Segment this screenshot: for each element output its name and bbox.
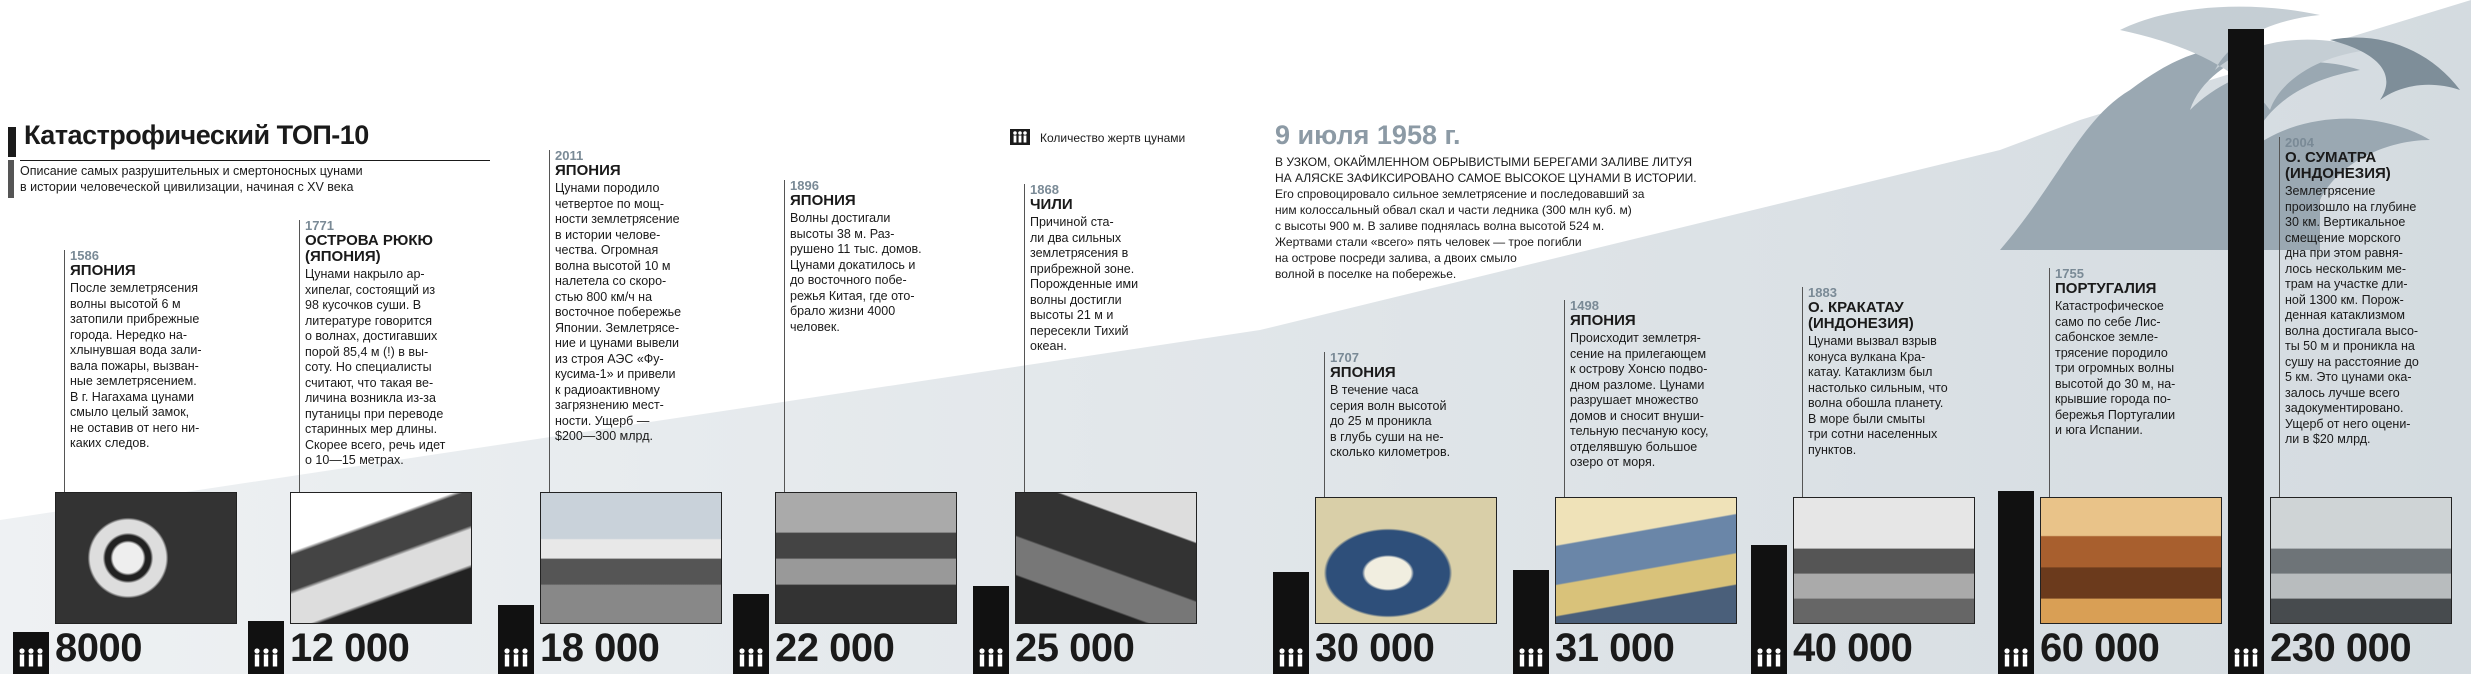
event-text-line: высоты 21 м и xyxy=(1030,308,1114,322)
people-legend-icon xyxy=(1010,129,1030,145)
event-illustration xyxy=(775,492,957,624)
event-text-line: $200—300 млрд. xyxy=(555,429,653,443)
event-text-line: Цунами накрыло ар- xyxy=(305,267,425,281)
event-description xyxy=(2285,135,2460,448)
event-text-line: Ущерб от него оцени- xyxy=(2285,416,2411,431)
legend-label: Количество жертв цунами xyxy=(1040,131,1186,145)
event-text-line: о волнах, достигавших xyxy=(305,329,438,343)
event-text-line: кусима-1» и привели xyxy=(555,367,676,381)
event-year: 1771 xyxy=(305,218,334,233)
event-text-line: само по себе Лис- xyxy=(2055,314,2161,329)
people-icon xyxy=(501,646,531,673)
event-text-line: В течение часа xyxy=(1330,383,1419,397)
event-text-line: хипелаг, состоящий из xyxy=(305,282,436,297)
deaths-count: 230 000 xyxy=(2270,626,2412,670)
event-text-line: к радиоактивному xyxy=(555,382,660,397)
event-text-line: брало жизни 4000 xyxy=(790,304,896,318)
event-text xyxy=(1570,331,1745,471)
event-text-line: денная катаклизмом xyxy=(2285,308,2405,322)
event-text-line: три сотни населенных xyxy=(1808,427,1938,441)
event-text-line: океан. xyxy=(1030,339,1067,353)
event-text-line: ности. Ущерб — xyxy=(555,413,650,428)
event-leader-line xyxy=(549,150,550,492)
event-description xyxy=(1330,350,1500,461)
event-illustration xyxy=(540,492,722,624)
event-leader-line xyxy=(1802,287,1803,497)
event-leader-line xyxy=(784,180,785,492)
event-text-line: трам на участке дли- xyxy=(2285,277,2408,291)
deaths-count: 12 000 xyxy=(290,626,410,670)
event-text-line: землетрясения в xyxy=(1030,246,1129,260)
event-text-line: дном разломе. Цунами xyxy=(1570,377,1705,392)
event-location: ЯПОНИЯ xyxy=(1330,364,1396,381)
event-text-line: в истории челове- xyxy=(555,227,661,242)
event-leader-line xyxy=(64,250,65,492)
event-text-line: считают, что такая ве- xyxy=(305,375,434,390)
event-text-line: катау. Катаклизм был xyxy=(1808,365,1933,379)
feature-line: В УЗКОМ, ОКАЙМЛЕННОМ ОБРЫВИСТЫМИ БЕРЕГАМИ ЗАЛИВЕ ЛИТУЯ xyxy=(1275,155,1693,169)
event-text-line: до 25 м проникла xyxy=(1330,414,1432,428)
event-illustration xyxy=(2040,497,2222,624)
event-leader-line xyxy=(2049,268,2050,497)
event-text-line: волна достигала высо- xyxy=(2285,323,2419,338)
event-text-line: личина возникла из-за xyxy=(305,391,436,405)
event-year: 1707 xyxy=(1330,350,1359,365)
event-illustration xyxy=(1015,492,1197,624)
event-text-line: высоты 38 м. Раз- xyxy=(790,226,895,241)
event-text-line: озеро от моря. xyxy=(1570,455,1656,469)
event-text-line: отделявшую большое xyxy=(1570,439,1698,454)
event-location: ПОРТУГАЛИЯ xyxy=(2055,280,2157,297)
event-location: ЯПОНИЯ xyxy=(790,192,856,209)
event-text-line: рушено 11 тыс. домов. xyxy=(790,242,922,256)
event-year: 2011 xyxy=(555,148,584,163)
event-text-line: лось нескольким ме- xyxy=(2285,261,2407,276)
event-location-country: (ИНДОНЕЗИЯ) xyxy=(2285,165,2391,182)
event-text-line: путаницы при переводе xyxy=(305,406,444,421)
event-description xyxy=(1570,298,1745,471)
event-year: 1498 xyxy=(1570,298,1599,313)
event-text-line: порой 85,4 м (!) в вы- xyxy=(305,344,429,359)
people-icon xyxy=(1276,646,1306,673)
event-text xyxy=(1330,383,1500,461)
event-text-line: восточное побережье xyxy=(555,305,682,319)
event-leader-line xyxy=(1024,184,1025,492)
event-text-line: трясение породило xyxy=(2055,345,2168,360)
subtitle-marker xyxy=(8,160,14,198)
event-text-line: Причиной ста- xyxy=(1030,215,1114,229)
event-text-line: сушу на расстояние до xyxy=(2285,354,2419,369)
event-text-line: к острову Хонсю подво- xyxy=(1570,362,1708,376)
event-text xyxy=(305,267,495,469)
event-text-line: Землетрясение xyxy=(2285,184,2376,198)
deaths-count: 30 000 xyxy=(1315,626,1435,670)
event-text-line: 98 кусочков суши. В xyxy=(305,298,422,312)
event-text-line: волна высотой 10 м xyxy=(555,258,671,273)
event-text-line: до восточного побе- xyxy=(790,273,907,287)
event-text-line: пересекли Тихий xyxy=(1030,323,1129,338)
event-text-line: произошло на глубине xyxy=(2285,199,2417,214)
event-text-line: человек. xyxy=(790,319,840,334)
event-text-line: волны высотой 6 м xyxy=(70,296,181,311)
event-text-line: чества. Огромная xyxy=(555,243,659,257)
event-text-line: Катастрофическое xyxy=(2055,299,2164,313)
subtitle-line-2: в истории человеческой цивилизации, начиная с XV века xyxy=(20,180,354,194)
event-text-line: Японии. Землетрясе- xyxy=(555,320,680,335)
event-description xyxy=(1030,182,1200,355)
event-text xyxy=(70,281,250,452)
feature-line: Его спровоцировало сильное землетрясение и последовавший за xyxy=(1275,187,1645,201)
event-illustration xyxy=(1793,497,1975,624)
event-text-line: смещение морского xyxy=(2285,230,2401,245)
event-text-line: в глубь суши на не- xyxy=(1330,429,1444,444)
event-text-line: ные землетрясением. xyxy=(70,374,197,388)
event-text-line: и юга Испании. xyxy=(2055,423,2143,437)
subtitle-line-1: Описание самых разрушительных и смертоносных цунами xyxy=(20,164,363,178)
event-text-line: крывшие города по- xyxy=(2055,392,2171,406)
feature-date: 9 июля 1958 г. xyxy=(1275,120,1461,150)
deaths-count: 60 000 xyxy=(2040,626,2160,670)
event-text-line: Цунами докатилось и xyxy=(790,257,916,272)
event-text-line: бережья Португалии xyxy=(2055,407,2176,422)
event-location: ЧИЛИ xyxy=(1030,196,1073,213)
event-text-line: волна обошла планету. xyxy=(1808,396,1944,410)
event-text-line: смыло целый замок, xyxy=(70,405,190,419)
feature-text xyxy=(1275,154,1735,282)
event-text-line: задокументировано. xyxy=(2285,401,2404,415)
event-illustration xyxy=(55,492,237,624)
event-location-country: (ЯПОНИЯ) xyxy=(305,248,381,265)
event-year: 2004 xyxy=(2285,135,2314,150)
event-location: ОСТРОВА РЮКЮ xyxy=(305,232,433,249)
event-text-line: Волны достигали xyxy=(790,211,891,225)
event-year: 1868 xyxy=(1030,182,1059,197)
people-icon xyxy=(1516,646,1546,673)
feature-line: Жертвами стали «всего» пять человек — трое погибли xyxy=(1275,235,1582,249)
event-text-line: вала пожары, вызван- xyxy=(70,358,199,373)
event-text-line: домов и сносит внуши- xyxy=(1570,408,1704,423)
feature-line: волной в поселке на побережье. xyxy=(1275,267,1457,281)
event-text-line: четвертое по мощ- xyxy=(555,196,665,211)
page-subtitle xyxy=(20,160,490,195)
event-text-line: залось лучше всего xyxy=(2285,385,2400,400)
event-text-line: сколько километров. xyxy=(1330,445,1451,459)
event-text xyxy=(2285,184,2460,448)
event-description xyxy=(1808,285,1983,458)
event-text-line: разрушает множество xyxy=(1570,393,1699,407)
event-text-line: три огромных волны xyxy=(2055,361,2175,375)
event-text-line: сение на прилегающем xyxy=(1570,346,1707,361)
people-icon xyxy=(976,646,1006,673)
event-location-country: (ИНДОНЕЗИЯ) xyxy=(1808,315,1914,332)
event-text-line: серия волн высотой xyxy=(1330,398,1447,413)
feature-line: с высоты 900 м. В заливе поднялась волна высотой 524 м. xyxy=(1275,219,1605,233)
event-location: ЯПОНИЯ xyxy=(1570,312,1636,329)
event-text-line: налетела со скоро- xyxy=(555,274,667,288)
event-text xyxy=(1808,334,1983,458)
page-title: Катастрофический ТОП-10 xyxy=(24,120,369,150)
event-text xyxy=(790,211,960,335)
people-icon xyxy=(16,646,46,673)
event-location: О. СУМАТРА xyxy=(2285,149,2377,166)
event-text-line: 5 км. Это цунами ока- xyxy=(2285,370,2412,384)
people-icon xyxy=(251,646,281,673)
event-description xyxy=(2055,266,2230,439)
event-description xyxy=(555,148,725,445)
event-text xyxy=(2055,299,2230,439)
event-illustration xyxy=(2270,497,2452,624)
event-description xyxy=(790,178,960,335)
event-description xyxy=(70,248,250,452)
event-text-line: литературе говорится xyxy=(305,313,433,328)
event-text-line: Цунами вызвал взрыв xyxy=(1808,334,1937,348)
event-text-line: ты 50 м и проникла на xyxy=(2285,339,2415,353)
event-illustration xyxy=(290,492,472,624)
event-text-line: ной 1300 км. Порож- xyxy=(2285,292,2404,307)
people-icon xyxy=(2001,646,2031,673)
event-text-line: прибрежной зоне. xyxy=(1030,261,1135,276)
feature-line: на острове посреди залива, а двоих смыло xyxy=(1275,251,1517,265)
event-text-line: города. Нередко на- xyxy=(70,327,188,342)
event-text-line: сабонское земле- xyxy=(2055,330,2158,344)
event-year: 1883 xyxy=(1808,285,1837,300)
event-text-line: каких следов. xyxy=(70,436,150,450)
event-description xyxy=(305,218,495,469)
deaths-count: 8000 xyxy=(55,626,142,670)
feature-lituya xyxy=(1275,120,1735,282)
deaths-count: 31 000 xyxy=(1555,626,1675,670)
event-text-line: настолько сильным, что xyxy=(1808,380,1948,395)
event-text-line: 30 км. Вертикальное xyxy=(2285,215,2406,229)
event-leader-line xyxy=(299,220,300,492)
event-text-line: Порожденные ими xyxy=(1030,277,1139,291)
event-leader-line xyxy=(1324,352,1325,497)
event-location: О. КРАКАТАУ xyxy=(1808,299,1904,316)
event-text-line: старинных мер длины. xyxy=(305,422,438,436)
event-text-line: Скорее всего, речь идет xyxy=(305,437,446,452)
event-text-line: из строя АЭС «Фу- xyxy=(555,351,664,366)
event-text-line: В море были смыты xyxy=(1808,411,1926,426)
feature-line: НА АЛЯСКЕ ЗАФИКСИРОВАНО САМОЕ ВЫСОКОЕ ЦУНАМИ В ИСТОРИИ. xyxy=(1275,171,1697,185)
event-illustration xyxy=(1315,497,1497,624)
event-text-line: дна при этом равня- xyxy=(2285,246,2403,260)
deaths-count: 18 000 xyxy=(540,626,660,670)
event-text-line: Происходит землетря- xyxy=(1570,331,1701,345)
deaths-bar xyxy=(2228,29,2264,674)
deaths-count: 22 000 xyxy=(775,626,895,670)
event-text-line: ли в $20 млрд. xyxy=(2285,432,2371,446)
event-text-line: тельную песчаную косу, xyxy=(1570,424,1709,438)
feature-line: ним колоссальный обвал скал и части ледника (300 млн куб. м) xyxy=(1275,203,1632,217)
event-text-line: волны достигли xyxy=(1030,292,1122,307)
event-text-line: пунктов. xyxy=(1808,442,1857,457)
event-text-line: Цунами породило xyxy=(555,181,660,195)
event-text-line: ли два сильных xyxy=(1030,230,1122,245)
event-year: 1896 xyxy=(790,178,819,193)
event-text-line: хлынувшая вода зали- xyxy=(70,343,202,357)
event-leader-line xyxy=(2279,137,2280,497)
event-location: ЯПОНИЯ xyxy=(70,262,136,279)
event-year: 1586 xyxy=(70,248,99,263)
event-text-line: стью 800 км/ч на xyxy=(555,289,653,304)
event-text-line: конуса вулкана Кра- xyxy=(1808,349,1926,364)
people-icon xyxy=(736,646,766,673)
event-text-line: ние и цунами вывели xyxy=(555,336,680,350)
event-text-line: не оставив от него ни- xyxy=(70,420,200,435)
event-illustration xyxy=(1555,497,1737,624)
people-icon xyxy=(2231,646,2261,673)
event-text-line: о 10—15 метрах. xyxy=(305,453,404,467)
event-text-line: соту. Но специалисты xyxy=(305,360,432,374)
people-icon xyxy=(1754,646,1784,673)
event-text-line: После землетрясения xyxy=(70,281,199,295)
deaths-count: 25 000 xyxy=(1015,626,1135,670)
event-text xyxy=(1030,215,1200,355)
event-text-line: загрязнению мест- xyxy=(555,398,664,412)
deaths-count: 40 000 xyxy=(1793,626,1913,670)
event-year: 1755 xyxy=(2055,266,2084,281)
event-text-line: высотой до 30 м, на- xyxy=(2055,376,2176,391)
event-leader-line xyxy=(1564,300,1565,497)
title-marker xyxy=(8,127,16,157)
event-location: ЯПОНИЯ xyxy=(555,162,621,179)
event-text-line: ности землетрясение xyxy=(555,212,680,226)
event-text-line: режья Китая, где ото- xyxy=(790,288,915,303)
event-text xyxy=(555,181,725,445)
event-text-line: затопили прибрежные xyxy=(70,312,200,326)
event-text-line: В г. Нагахама цунами xyxy=(70,389,194,404)
